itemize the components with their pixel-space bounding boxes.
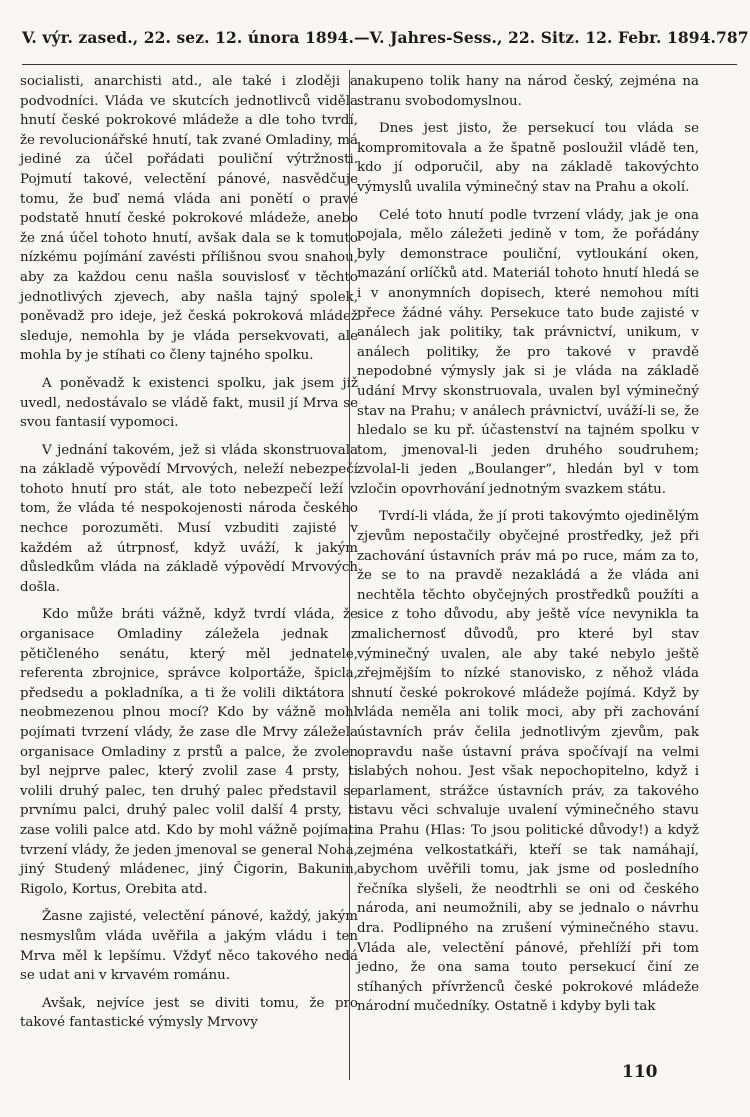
- page-header: [22, 28, 749, 47]
- paragraph: nakupeno tolik hany na národ český, zejména na stranu svobodomyslnou.: [357, 74, 699, 109]
- page-number: 110: [622, 1062, 658, 1082]
- paragraph: Dnes jest jisto, že persekucí tou vláda se kompromitovala a že špatně posloužil vládě ten, kdo jí odporučil, aby na základě takovýchto výmyslů uvalila výminečný stav na Prahu a okolí.: [357, 121, 699, 195]
- right-column: [357, 72, 699, 1025]
- paragraph: Kdo může bráti vážně, když tvrdí vláda, že organisace Omladiny záležela jednak z pětičleného senátu, který měl jednatele, referenta zbrojnice, správce kolportáže, špicla, předsedu a pokladníka, a ti že volili diktátora s neobmezenou plnou mocí? Kdo by vážně mohl pojímati tvrzení vlády, že zase dle Mrvy záležela organisace Omladiny z prstů a palce, že zvolen byl nejprve palec, který zvolil zase 4 prsty, ti volili druhý palec, ten druhý palec představil se prvnímu palci, druhý palec volil další 4 prsty, ti zase volili palce atd. Kdo by mohl vážně pojímati tvrzení vlády, že jeden jmenoval se general Noha, jiný Studený mládenec, jiný Čigorin, Bakunin, Rigolo, Kortus, Orebita atd.: [20, 607, 358, 897]
- paragraph: Celé toto hnutí podle tvrzení vlády, jak je ona pojala, mělo záležeti jedině v tom, že pořádány byly demonstrace pouliční, vytloukání oken, mazání orlíčků atd. Materiál tohoto hnutí hledá se i v anonymních dopisech, které nemohou míti přece žádné váhy. Persekuce tato bude zajisté v análech jak politiky, tak právnictví, unikum, v análech politiky, že pro takové v pravdě nepodobné výmysly jak si je vláda na základě udání Mrvy skonstruovala, uvalen byl výminečný stav na Prahu; v análech právnictví, uváží-li se, že hledalo se ku př. účastenství na tajném spolku v tom, jmenoval-li jeden druhého soudruhem; zvolal-li jeden „Boulanger“, hledán byl v tom zločin opovrhování jednotným svazkem státu.: [357, 207, 699, 497]
- header-dash: —: [354, 28, 370, 47]
- paragraph: socialisti, anarchisti atd., ale také i zloději a podvodníci. Vláda ve skutcích jednotlivců viděla hnutí české pokrokové mládeže a dle toho tvrdí, že revolucionářské hnutí, tak zvané Omladiny, má jediné za účel pořádati pouliční výtržnosti. Pojmutí takové, velectění pánové, nasvědčuje tomu, že buď nemá vláda ani ponětí o pravé podstatě hnutí české pokrokové mládeže, anebo že zná účel tohoto hnutí, avšak dala se k tomuto nízkému pojímání zavésti přílišnou svou snahou, aby za každou cenu našla souvislosť v těchto jednotlivých zjevech, aby našla tajný spolek, poněvadž pro ideje, jež česká pokroková mládež sleduje, nemohla by je vláda persekvovati, ale mohla by je stíhati co členy tajného spolku.: [20, 74, 358, 364]
- paragraph: Žasne zajisté, velectění pánové, každý, jakým nesmyslům vláda uvěřila a jakým vládu i ten Mrva měl k lepšímu. Vždyť něco takového nedá se udat ani v krvavém románu.: [20, 909, 358, 984]
- paragraph: V jednání takovém, jež si vláda skonstruovala na základě výpovědí Mrvových, neleží nebezpečí tohoto hnutí pro stát, ale toto nebezpečí leží v tom, že vláda té nespokojenosti národa českého nechce porozuměti. Musí vzbuditi zajisté v každém až útrpnosť, když uváží, k jakým důsledkům vláda na základě výpovědí Mrvových došla.: [20, 442, 358, 595]
- paragraph: Tvrdí-li vláda, že jí proti takovýmto ojedinělým zjevům nepostačily obyčejné prostředky, jež při zachování ústavních práv má po ruce, mám za to, že se to na pravdě nezakládá a že vláda ani nechtěla těchto obyčejných prostředků použíti a sice z toho důvodu, aby ještě více nevynikla ta malichernosť důvodů, pro které byl stav výminečný uvalen, ale aby také nebylo ještě zřejmějším to nízké stanovisko, z něhož vláda hnutí české pokrokové mládeže pojímá. Když by vláda neměla ani tolik moci, aby při zachování ústavních práv čelila jednotlivým zjevům, pak opravdu naše ústavní práva spočívají na velmi slabých nohou. Jest však nepochopitelno, když i parlament, strážce ústavních práv, za takového stavu věci schvaluje uvalení výminečného stavu na Prahu (Hlas: To jsou politické důvody!) a když zejména velkostatkáři, kteří se tak namáhají, abychom uvěřili tomu, jak jsme od posledního řečníka slyšeli, že neodtrhli se oni od českého národa, ani neumožnili, aby se jednalo o návrhu dra. Podlipného na zrušení výminečného stavu. Vláda ale, velectění pánové, přehlíží při tom jedno, že ona sama touto persekucí činí ze stíhaných přívrženců české pokrokové mládeže národní mučedníky. Ostatně i kdyby byli tak: [357, 509, 699, 1015]
- paragraph: Avšak, nejvíce jest se diviti tomu, že pro takové fantastické výmysly Mrvovy: [20, 995, 358, 1031]
- header-folio: 787: [715, 28, 749, 47]
- column-divider: [349, 70, 350, 1080]
- header-left: V. výr. zased., 22. sez. 12. února 1894.: [22, 28, 355, 47]
- header-rule: [22, 64, 737, 65]
- left-column: [20, 72, 358, 1041]
- header-right: V. Jahres-Sess., 22. Sitz. 12. Febr. 1894.: [369, 28, 716, 47]
- paragraph: A poněvadž k existenci spolku, jak jsem již uvedl, nedostávalo se vládě fakt, musil jí Mrva se svou fantasií vypomoci.: [20, 375, 358, 431]
